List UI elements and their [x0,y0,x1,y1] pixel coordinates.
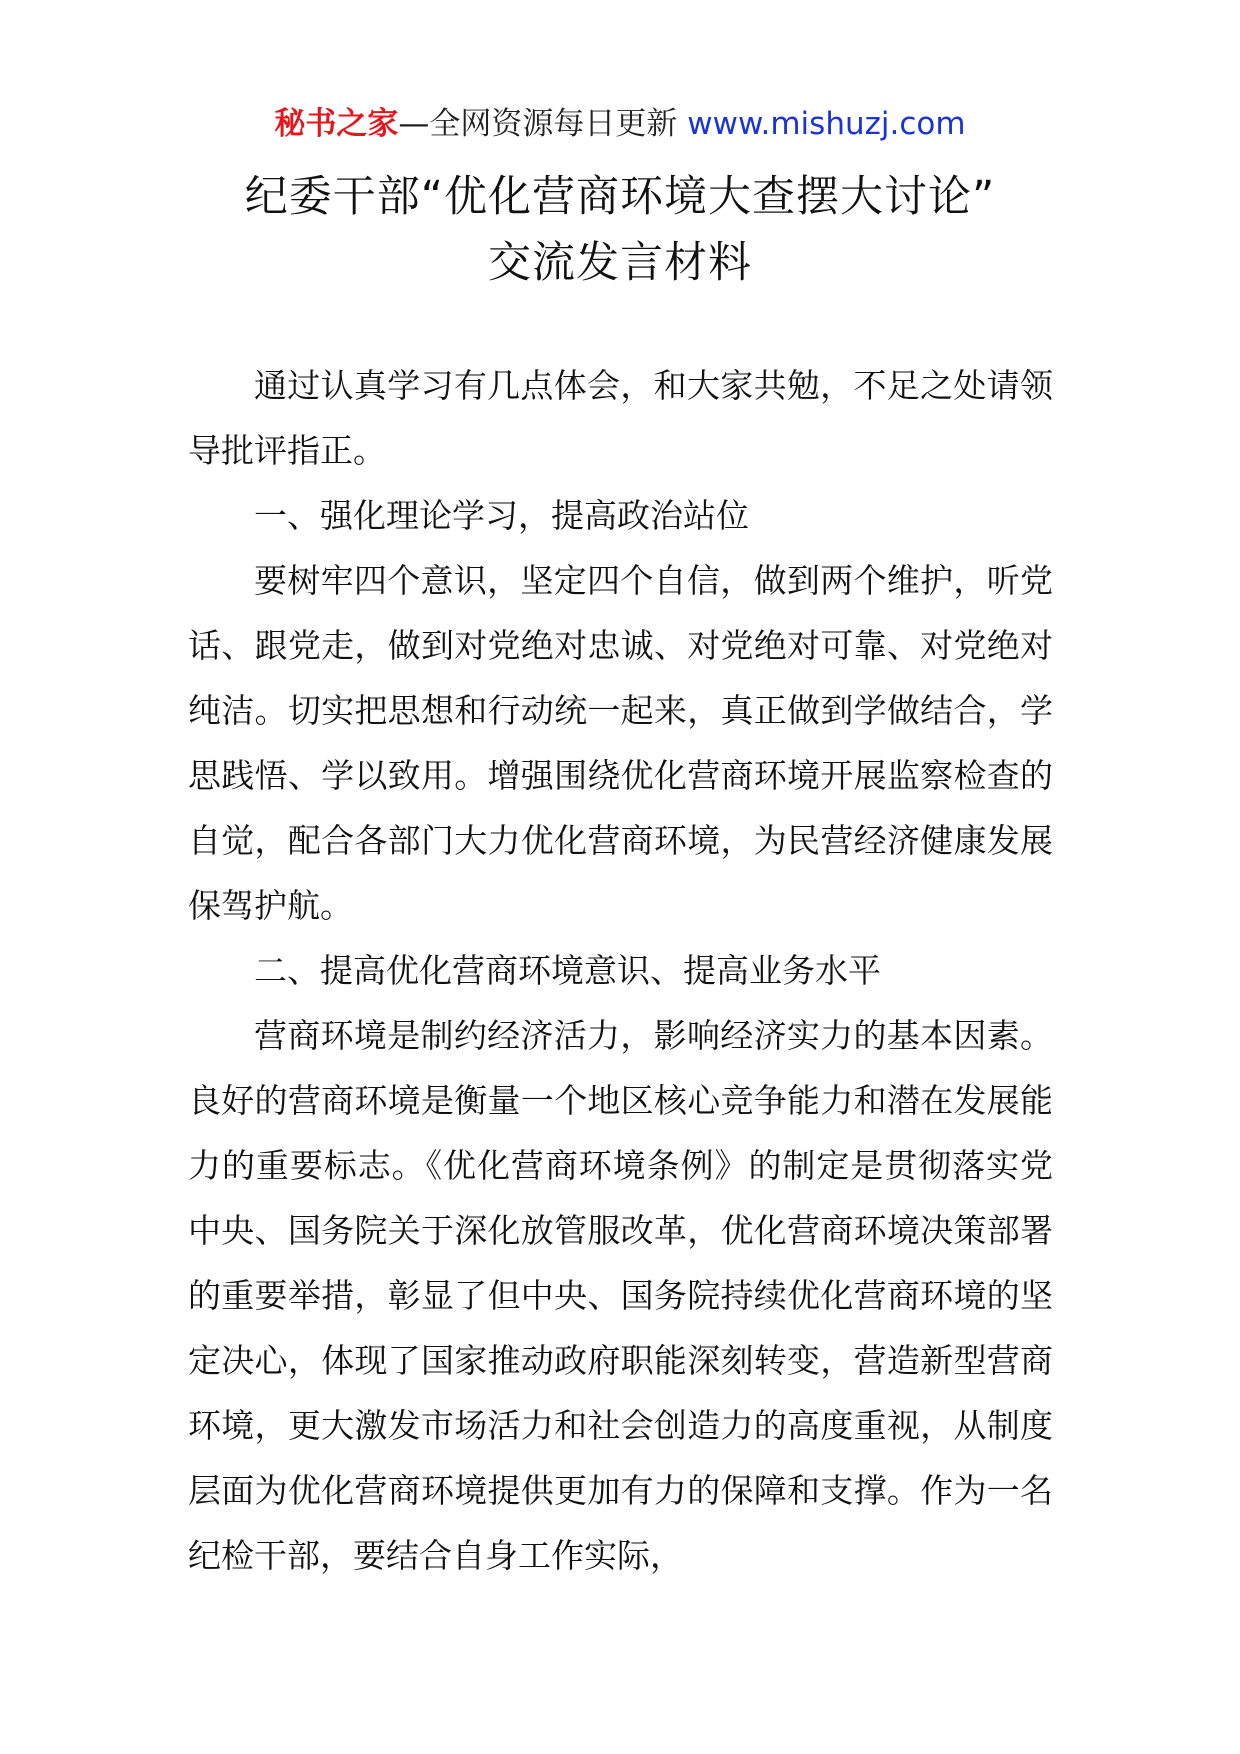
intro-paragraph: 通过认真学习有几点体会，和大家共勉，不足之处请领导批评指正。 [188,366,1053,470]
document-body [188,353,1053,1588]
site-tagline: —全网资源每日更新 [398,106,688,142]
body-paragraph-1: 要树牢四个意识，坚定四个自信，做到两个维护，听党话、跟党走，做到对党绝对忠诚、对党绝对可靠、对党绝对纯洁。切实把思想和行动统一起来，真正做到学做结合，学思践悟、学以致用。增强围绕优化营商环境开展监察检查的自觉，配合各部门大力优化营商环境，为民营经济健康发展保驾护航。 [188,561,1053,925]
site-url-link[interactable]: www.mishuzj.com [687,106,966,142]
site-brand: 秘书之家 [274,106,399,142]
section-heading-1: 一、强化理论学习，提高政治站位 [254,496,749,535]
body-paragraph-2: 营商环境是制约经济活力，影响经济实力的基本因素。良好的营商环境是衡量一个地区核心竞争能力和潜在发展能力的重要标志。《优化营商环境条例》的制定是贯彻落实党中央、国务院关于深化放管服改革，优化营商环境决策部署的重要举措，彰显了但中央、国务院持续优化营商环境的坚定决心，体现了国家推动政府职能深刻转变，营造新型营商环境，更大激发市场活力和社会创造力的高度重视，从制度层面为优化营商环境提供更加有力的保障和支撑。作为一名纪检干部，要结合自身工作实际， [188,1016,1053,1575]
document-title [0,164,1240,296]
title-line-2: 交流发言材料 [488,238,752,288]
site-header [0,100,1240,148]
section-heading-2: 二、提高优化营商环境意识、提高业务水平 [254,951,881,990]
title-line-1: 纪委干部“优化营商环境大查摆大讨论” [244,172,996,222]
